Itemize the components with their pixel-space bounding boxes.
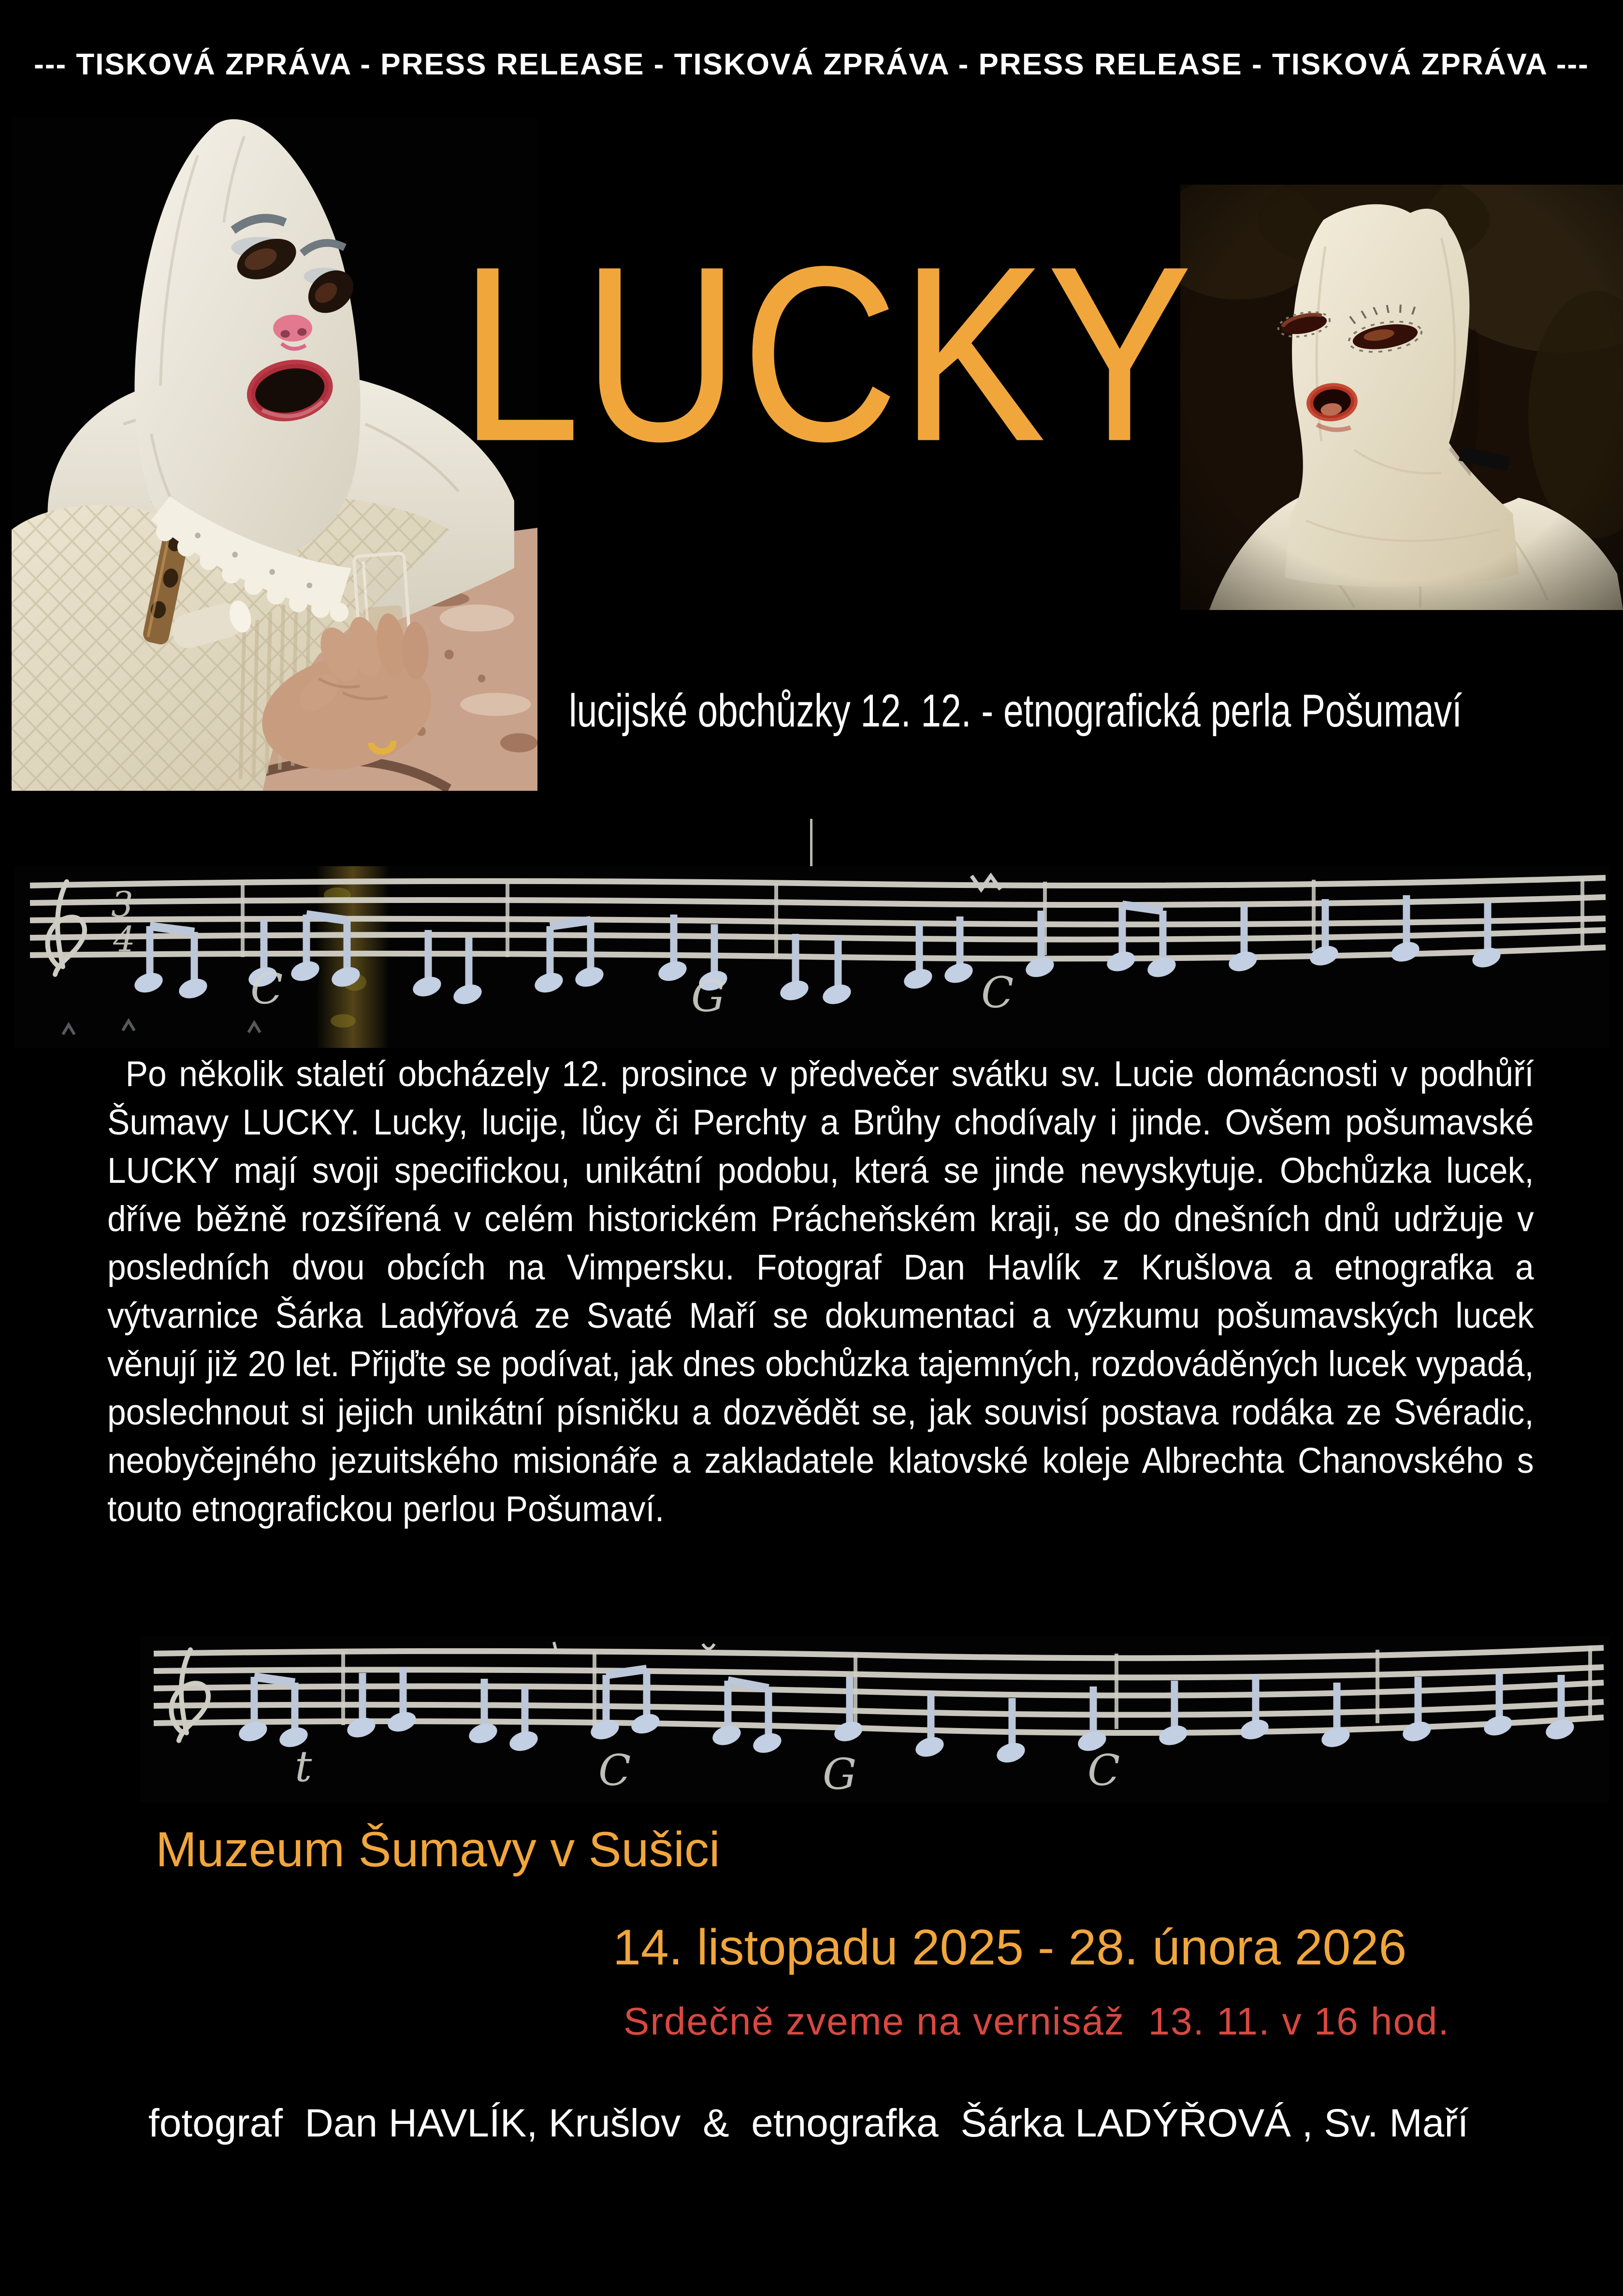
vernissage-invitation: Srdečně zveme na vernisáž 13. 11. v 16 hod. [623, 2000, 1450, 2043]
handwritten-score-image [14, 866, 1609, 1048]
poster-subtitle: lucijské obchůzky 12. 12. - etnografická perla Pošumaví [569, 685, 1462, 737]
chord-label: t [295, 1742, 312, 1791]
sheet-music-strip-top [14, 866, 1609, 1048]
press-release-paragraph: Po několik staletí obcházely 12. prosince v předvečer svátku sv. Lucie domácnosti v podhůří Šumavy LUCKY. Lucky, lucije, lůcy či Perchty a Brůhy chodívaly i jinde. Ovšem pošumavské LUCKY mají svoji specifickou, unikátní podobu, která se jinde nevyskytuje. Obchůzka lucek, dříve běžně rozšířená v celém historickém Prácheňském kraji, se do dnešních dnů udržuje v posledních dvou obcích na Vimpersku. Fotograf Dan Havlík z Krušlova a etnografka a výtvarnice Šárka Ladýřová ze Svaté Maří se dokumentaci a výzkumu pošumavských lucek věnují již 20 let. Přijďte se podívat, jak dnes obchůzka tajemných, rozdováděných lucek vypadá, poslechnout si jejich unikátní písničku a dozvědět se, jak souvisí postava rodáka ze Svéradic, neobyčejného jezuitského misionáře a zakladatele klatovské koleje Albrechta Chanovského s touto etnografickou perlou Pošumaví. [107, 1054, 1534, 1529]
chord-label: C [250, 964, 283, 1014]
chord-label: C [1087, 1745, 1120, 1795]
chord-label: C [598, 1745, 631, 1795]
chord-label: C [981, 968, 1014, 1017]
chord-label: G [823, 1749, 857, 1799]
time-signature-top: 3 [111, 884, 133, 925]
photo-lucka-at-table-image [12, 117, 537, 791]
time-signature-bottom: 4 [113, 919, 135, 959]
press-release-banner: --- TISKOVÁ ZPRÁVA - PRESS RELEASE - TISKOVÁ ZPRÁVA - PRESS RELEASE - TISKOVÁ ZPRÁVA --- [34, 48, 1589, 81]
photo-lucka-at-table [12, 117, 537, 791]
divider-tick [810, 819, 812, 867]
author-credits: fotograf Dan HAVLÍK, Krušlov & etnografka Šárka LADÝŘOVÁ , Sv. Maří [148, 2101, 1469, 2145]
photo-lucka-mask-closeup-image [1180, 185, 1623, 610]
photo-lucka-mask-closeup [1180, 185, 1623, 610]
chord-label: G [691, 972, 725, 1021]
venue-name: Muzeum Šumavy v Sušici [156, 1822, 720, 1877]
sheet-music-strip-bottom [140, 1636, 1609, 1802]
poster-title: LUCKY [460, 215, 1195, 492]
exhibition-dates: 14. listopadu 2025 - 28. února 2026 [613, 1919, 1407, 1976]
handwritten-score-image [140, 1636, 1609, 1802]
